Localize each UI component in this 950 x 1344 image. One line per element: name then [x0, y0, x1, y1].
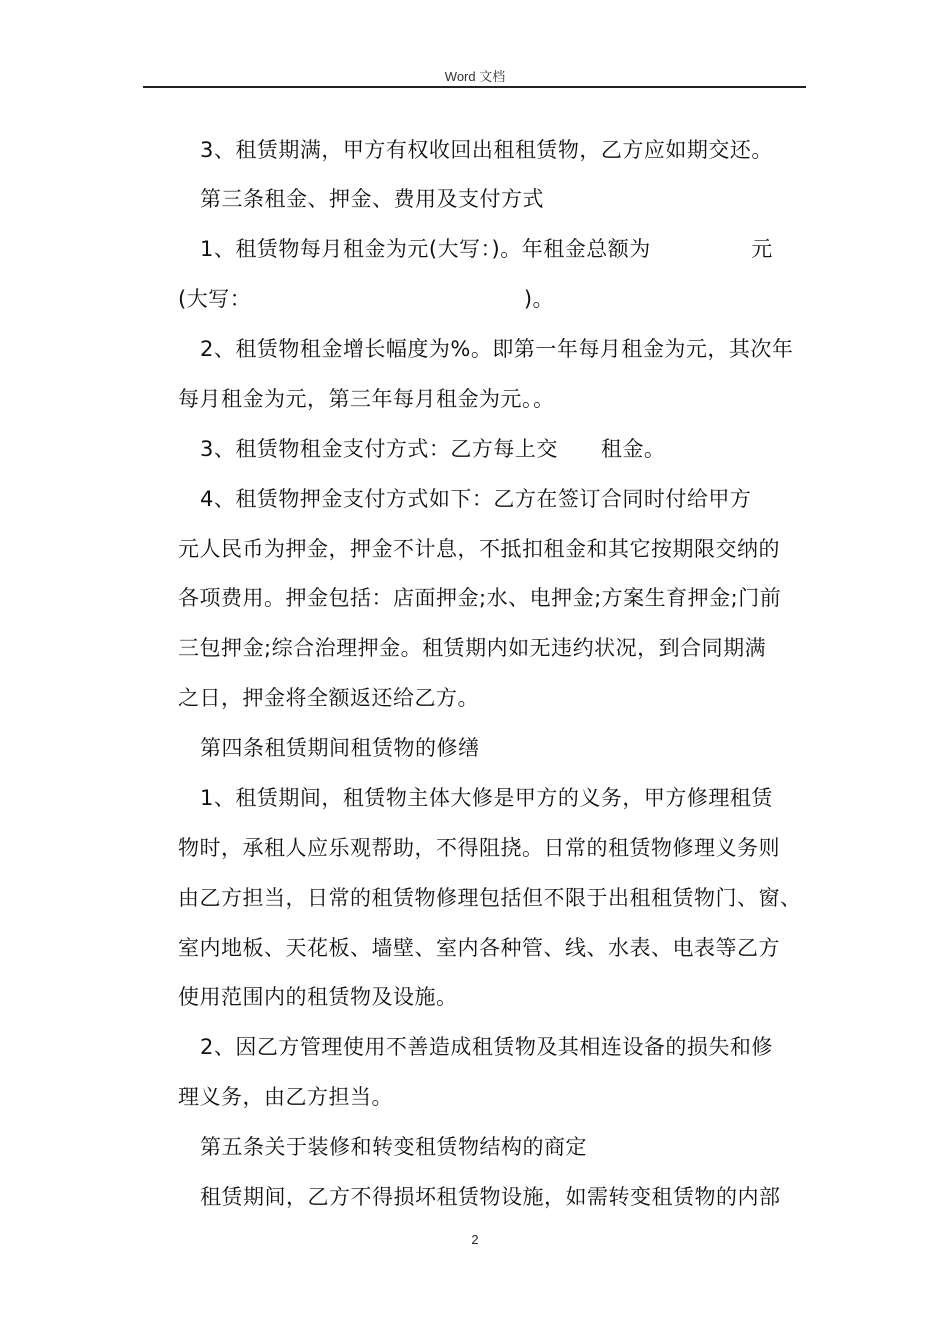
- body-line-20: 理义务，由乙方担当。: [178, 1085, 393, 1109]
- body-line-9: 元人民币为押金，押金不计息，不抵扣租金和其它按期限交纳的: [178, 537, 780, 561]
- section-heading-3: 第三条租金、押金、费用及支付方式: [200, 187, 544, 211]
- body-line-1: 3、租赁期满，甲方有权收回出租租赁物，乙方应如期交还。: [200, 138, 773, 162]
- body-line-19: 2、因乙方管理使用不善造成租赁物及其相连设备的损失和修: [200, 1035, 773, 1059]
- body-line-10: 各项费用。押金包括：店面押金;水、电押金;方案生育押金;门前: [178, 586, 782, 610]
- body-line-8: 4、租赁物押金支付方式如下：乙方在签订合同时付给甲方: [200, 487, 752, 511]
- page-header-title: Word 文档: [444, 69, 506, 84]
- body-line-15: 物时，承租人应乐观帮助，不得阻挠。日常的租赁物修理义务则: [178, 836, 780, 860]
- body-line-11: 三包押金;综合治理押金。租赁期内如无违约状况，到合同期满: [178, 636, 767, 660]
- body-line-4: (大写： )。: [178, 287, 555, 311]
- section-heading-5: 第五条关于装修和转变租赁物结构的商定: [200, 1135, 587, 1159]
- body-line-18: 使用范围内的租赁物及设施。: [178, 985, 458, 1009]
- body-line-5: 2、租赁物租金增长幅度为%。即第一年每月租金为元，其次年: [200, 337, 794, 361]
- page-number: 2: [471, 1232, 479, 1247]
- body-line-22: 租赁期间，乙方不得损坏租赁物设施，如需转变租赁物的内部: [200, 1185, 781, 1209]
- body-line-6: 每月租金为元，第三年每月租金为元。。: [178, 387, 555, 411]
- body-line-12: 之日，押金将全额返还给乙方。: [178, 686, 479, 710]
- body-line-16: 由乙方担当，日常的租赁物修理包括但不限于出租租赁物门、窗、: [178, 886, 802, 910]
- body-line-7: 3、租赁物租金支付方式：乙方每上交 租金。: [200, 437, 666, 461]
- body-line-3: 1、租赁物每月租金为元(大写：)。年租金总额为 元: [200, 237, 773, 261]
- header-divider: [143, 86, 806, 88]
- body-line-14: 1、租赁期间，租赁物主体大修是甲方的义务，甲方修理租赁: [200, 786, 773, 810]
- section-heading-4: 第四条租赁期间租赁物的修缮: [200, 736, 480, 760]
- body-line-17: 室内地板、天花板、墙壁、室内各种管、线、水表、电表等乙方: [178, 936, 780, 960]
